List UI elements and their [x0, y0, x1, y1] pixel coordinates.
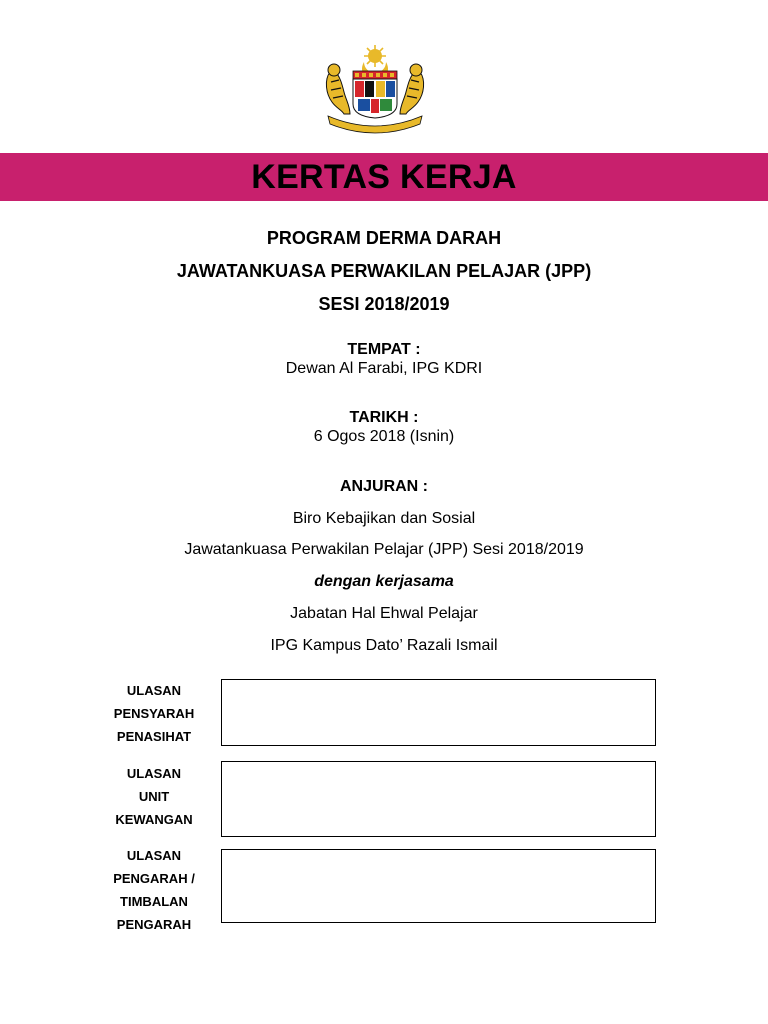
review-label-director: [94, 844, 214, 936]
review-box-advisor[interactable]: [221, 679, 656, 746]
organizer-label: ANJURAN :: [340, 478, 428, 495]
venue-value: Dewan Al Farabi, IPG KDRI: [285, 360, 483, 377]
review-label-line: PENSYARAH: [113, 706, 195, 721]
review-label-finance: [94, 762, 214, 831]
review-label-line: TIMBALAN: [120, 894, 188, 909]
review-box-finance[interactable]: [221, 761, 656, 837]
review-label-line: UNIT: [138, 789, 170, 804]
review-box-director[interactable]: [221, 849, 656, 923]
coat-of-arms: [320, 44, 430, 134]
collaboration-note: dengan kerjasama: [314, 573, 454, 590]
review-label-line: ULASAN: [126, 848, 182, 863]
program-session: SESI 2018/2019: [318, 294, 450, 314]
date-label: TARIKH :: [349, 409, 419, 426]
review-label-line: ULASAN: [126, 683, 182, 698]
organizer-bureau: Biro Kebajikan dan Sosial: [292, 510, 476, 527]
review-label-line: PENGARAH /: [113, 871, 195, 886]
document-title: KERTAS KERJA: [251, 157, 517, 196]
venue-label: TEMPAT :: [347, 341, 421, 358]
review-label-line: KEWANGAN: [115, 812, 193, 827]
program-committee: JAWATANKUASA PERWAKILAN PELAJAR (JPP): [176, 261, 592, 281]
review-label-advisor: [94, 679, 214, 748]
collaborator-campus: IPG Kampus Dato’ Razali Ismail: [270, 637, 498, 654]
review-label-line: PENGARAH: [116, 917, 192, 932]
date-value: 6 Ogos 2018 (Isnin): [313, 428, 455, 445]
organizer-committee: Jawatankuasa Perwakilan Pelajar (JPP) Sesi 2018/2019: [184, 541, 584, 558]
review-label-line: ULASAN: [126, 766, 182, 781]
review-label-line: PENASIHAT: [116, 729, 192, 744]
malaysia-coat-of-arms-icon: [320, 44, 430, 134]
title-banner: [0, 153, 768, 201]
collaborator-department: Jabatan Hal Ehwal Pelajar: [290, 605, 478, 622]
program-title: PROGRAM DERMA DARAH: [266, 228, 502, 248]
